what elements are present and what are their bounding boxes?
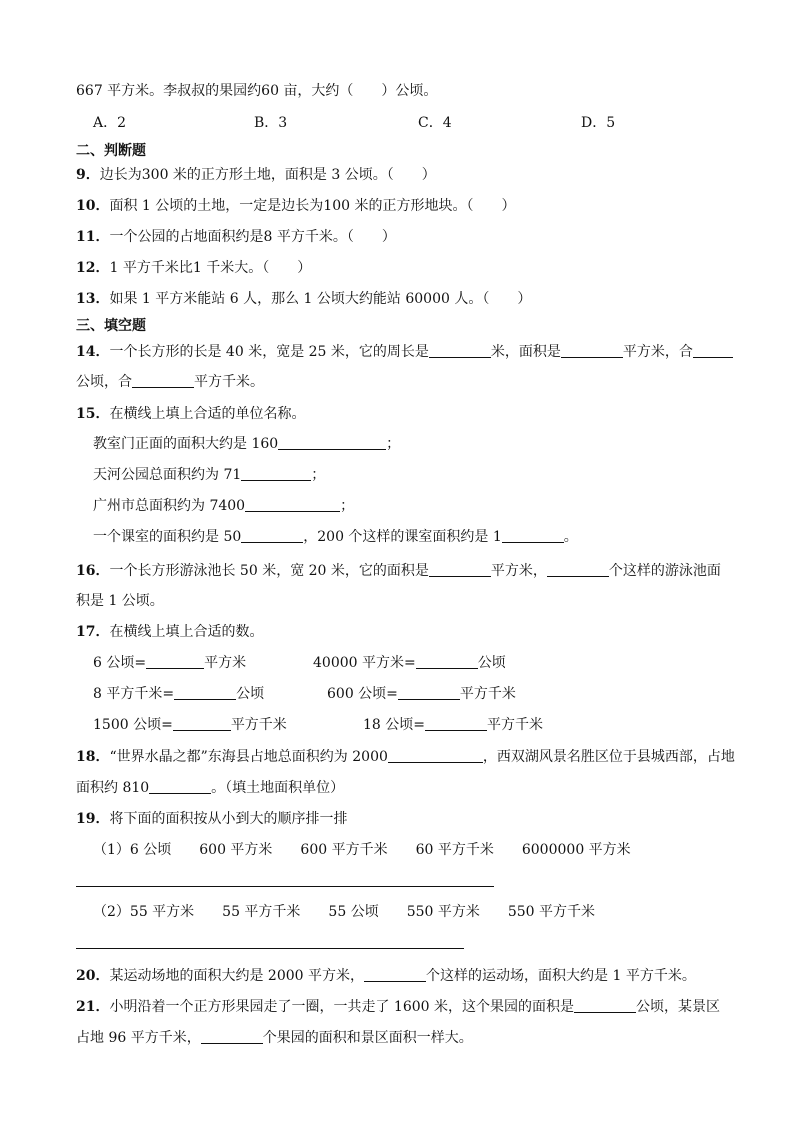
answer-blank[interactable] [547, 562, 609, 577]
answer-blank[interactable] [416, 654, 478, 669]
answer-blank[interactable] [561, 343, 623, 358]
question-14: 14．一个长方形的长是 40 米，宽是 25 米，它的周长是 米，面积是 平方米，合 [76, 342, 733, 362]
answer-blank[interactable] [364, 967, 426, 982]
question-15-line-2: 天河公园总面积约为 71 ； [93, 467, 326, 483]
question-17-row-1b: 40000 平方米= 公顷 [313, 655, 506, 671]
question-number: 10． [76, 198, 110, 214]
answer-blank[interactable] [502, 528, 564, 543]
answer-blank[interactable] [241, 528, 303, 543]
answer-blank[interactable] [429, 343, 491, 358]
question-number: 13． [76, 291, 110, 307]
answer-blank[interactable] [201, 1029, 263, 1044]
q8-option-c[interactable]: C．4 [418, 115, 452, 131]
answer-blank[interactable] [398, 685, 460, 700]
question-number: 14． [76, 344, 110, 360]
question-19: 19．将下面的面积按从小到大的顺序排一排 [76, 811, 348, 827]
question-15-line-1: 教室门正面的面积大约是 160 ； [93, 436, 401, 452]
q8-tail: 667 平方米。李叔叔的果园约60 亩，大约（ ）公顷。 [76, 83, 438, 99]
question-16-cont: 积是 1 公顷。 [76, 593, 164, 609]
question-19-part-1: （1）6 公顷 600 平方米 600 平方千米 60 平方千米 6000000 平方米 [93, 842, 631, 858]
answer-blank[interactable] [245, 497, 340, 512]
question-9: 9．边长为300 米的正方形土地，面积是 3 公顷。（ ） [76, 167, 436, 183]
answer-blank[interactable] [132, 373, 194, 388]
q8-option-a[interactable]: A．2 [93, 115, 127, 131]
question-21: 21．小明沿着一个正方形果园走了一圈，一共走了 1600 米，这个果园的面积是 公顷，某景区 [76, 999, 721, 1015]
answer-blank[interactable] [146, 654, 204, 669]
question-number: 15． [76, 406, 110, 422]
question-number: 19． [76, 811, 110, 827]
question-number: 9． [76, 167, 100, 183]
section-title-judgement: 二、判断题 [76, 143, 146, 159]
question-13: 13．如果 1 平方米能站 6 人，那么 1 公顷大约能站 60000 人。（ ） [76, 291, 532, 307]
q8-option-d[interactable]: D．5 [581, 115, 616, 131]
question-18-cont: 面积约 810 。（填土地面积单位） [76, 780, 345, 796]
question-17-row-1a: 6 公顷= 平方米 [93, 655, 247, 671]
answer-blank[interactable] [425, 716, 487, 731]
question-number: 20． [76, 968, 110, 984]
question-15-line-4: 一个课室的面积约是 50 ，200 个这样的课室面积约是 1 。 [93, 529, 578, 545]
question-17: 17．在横线上填上合适的数。 [76, 624, 264, 640]
question-number: 21． [76, 999, 110, 1015]
question-20: 20．某运动场地的面积大约是 2000 平方米， 个这样的运动场，面积大约是 1 平方千米。 [76, 968, 696, 984]
question-15: 15．在横线上填上合适的单位名称。 [76, 406, 306, 422]
q8-option-b[interactable]: B．3 [254, 115, 288, 131]
question-number: 12． [76, 260, 110, 276]
answer-line[interactable] [76, 886, 494, 887]
question-14-cont: 公顷，合 平方千米。 [76, 374, 264, 390]
question-17-row-3b: 18 公顷= 平方千米 [363, 717, 543, 733]
question-10: 10．面积 1 公顷的土地，一定是边长为100 米的正方形地块。（ ） [76, 198, 516, 214]
answer-line[interactable] [76, 948, 464, 949]
question-number: 18． [76, 749, 110, 765]
question-12: 12．1 平方千米比1 千米大。（ ） [76, 260, 312, 276]
question-17-row-2b: 600 公顷= 平方千米 [327, 686, 516, 702]
question-number: 16． [76, 563, 110, 579]
question-15-line-3: 广州市总面积约为 7400 ； [93, 498, 355, 514]
answer-blank[interactable] [149, 779, 211, 794]
question-16: 16．一个长方形游泳池长 50 米，宽 20 米，它的面积是 平方米， 个这样的游泳池面 [76, 563, 721, 579]
question-11: 11．一个公园的占地面积约是8 平方千米。（ ） [76, 229, 396, 245]
answer-blank[interactable] [429, 562, 491, 577]
question-number: 11． [76, 229, 110, 245]
answer-blank[interactable] [241, 466, 311, 481]
section-title-fill-in: 三、填空题 [76, 318, 146, 334]
answer-blank[interactable] [174, 685, 236, 700]
question-19-part-2: （2）55 平方米 55 平方千米 55 公顷 550 平方米 550 平方千米 [93, 904, 596, 920]
question-17-row-3a: 1500 公顷= 平方千米 [93, 717, 287, 733]
answer-blank[interactable] [278, 435, 386, 450]
answer-blank[interactable] [388, 748, 483, 763]
answer-blank[interactable] [693, 343, 733, 358]
question-21-cont: 占地 96 平方千米， 个果园的面积和景区面积一样大。 [76, 1030, 473, 1046]
question-number: 17． [76, 624, 110, 640]
answer-blank[interactable] [173, 716, 231, 731]
answer-blank[interactable] [574, 998, 636, 1013]
question-17-row-2a: 8 平方千米= 公顷 [93, 686, 265, 702]
question-18: 18．“世界水晶之都”东海县占地总面积约为 2000 ，西双湖风景名胜区位于县城西部，占地 [76, 749, 735, 765]
